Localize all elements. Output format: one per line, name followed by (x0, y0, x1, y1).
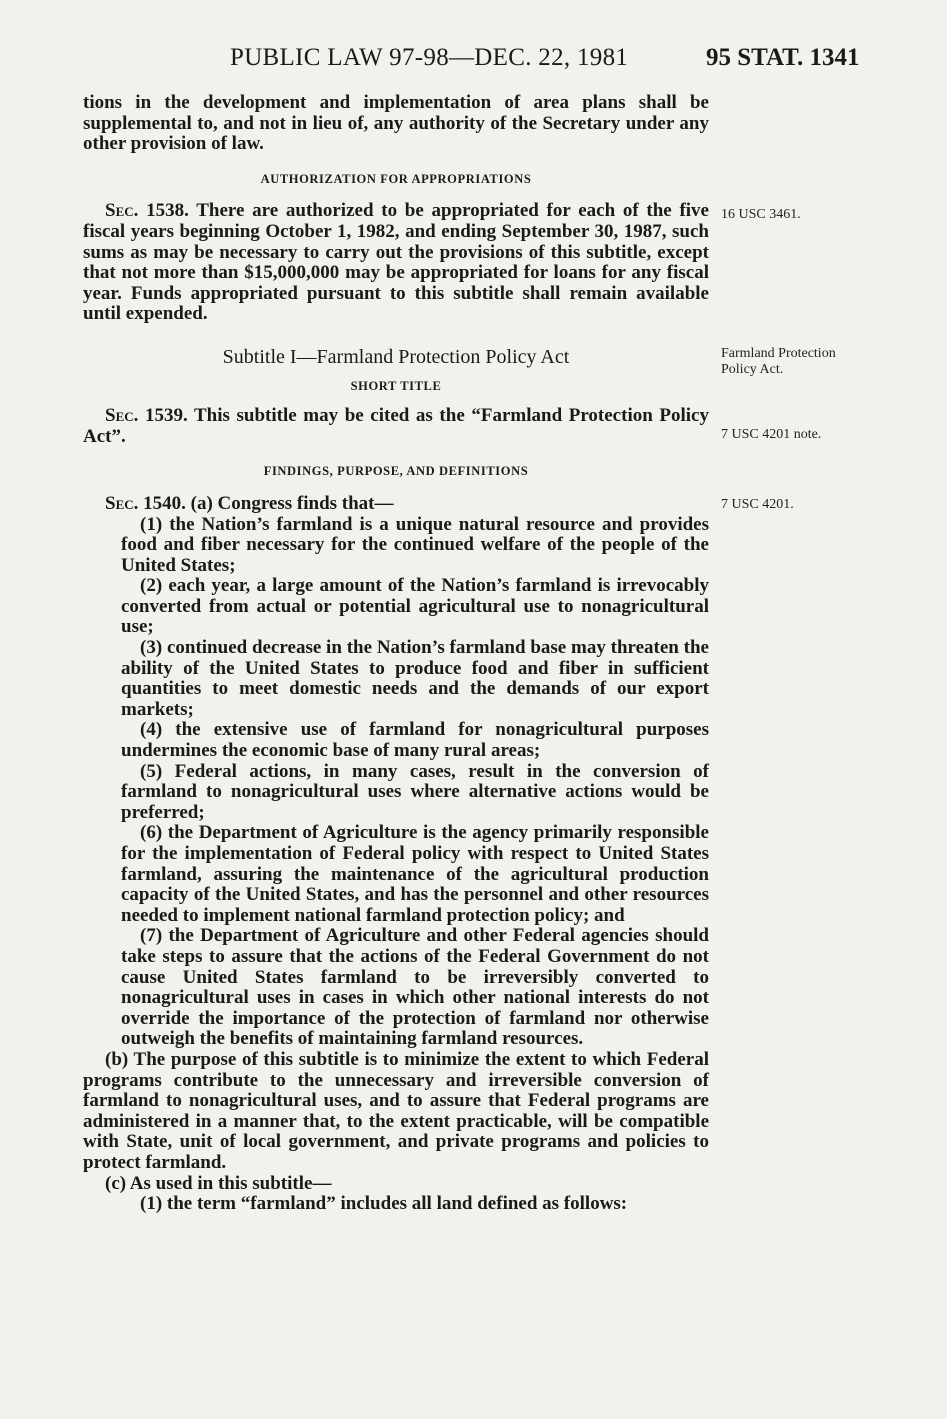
running-header-title: PUBLIC LAW 97-98—DEC. 22, 1981 (230, 44, 629, 71)
section-label: Sec. (105, 405, 139, 427)
margin-note-16-usc-3461: 16 USC 3461. (721, 207, 801, 222)
heading-findings: FINDINGS, PURPOSE, AND DEFINITIONS (263, 464, 529, 479)
margin-note-7-usc-4201-note: 7 USC 4201 note. (721, 427, 822, 442)
subtitle-heading: Subtitle I—Farmland Protection Policy Act (222, 345, 570, 368)
sec-1540-paragraph (83, 494, 709, 515)
sec-1540-text: 1540. (a) Congress finds that— (138, 492, 394, 514)
finding-2: (2) each year, a large amount of the Nation’s farmland is irrevocably converted from actual or potential agricultural use to nonagricultural use; (121, 575, 709, 638)
finding-5: (5) Federal actions, in many cases, result in the conversion of farmland to nonagricultural uses where alternative actions would be preferred; (121, 760, 709, 823)
section-label: Sec. (105, 492, 139, 514)
heading-short-title: SHORT TITLE (350, 378, 442, 393)
definition-1: (1) the term “farmland” includes all land defined as follows: (140, 1193, 628, 1215)
purpose-b-paragraph: (b) The purpose of this subtitle is to minimize the extent to which Federal programs contribute to the unnecessary and irreversible conversion of farmland to nonagricultural uses, and to assure that Federal programs are administered in a manner that, to the extent practicable, will be compatible with State, unit of local government, and private programs and policies to protect farmland. (83, 1048, 709, 1173)
margin-note-farmland-act: Farmland Protection Policy Act. (721, 346, 836, 377)
heading-authorization: AUTHORIZATION FOR APPROPRIATIONS (260, 171, 532, 186)
sec-1539-paragraph (83, 406, 709, 447)
intro-paragraph: tions in the development and implementation of area plans shall be supplemental to, and not in lieu of, any authority of the Secretary under any other provision of law. (83, 92, 709, 155)
page-statute-number: 95 STAT. 1341 (706, 44, 860, 71)
finding-4: (4) the extensive use of farmland for nonagricultural purposes undermines the economic base of many rural areas; (121, 719, 709, 762)
definitions-c-paragraph: (c) As used in this subtitle— (105, 1172, 332, 1194)
body-text (83, 93, 709, 1215)
sec-1538-text: 1538. There are authorized to be appropriated for each of the five fiscal years beginning October 1, 1982, and ending September 30, 1987, such sums as may be necessary to carry out the provisions of this subtitle, except that not more than $15,000,000 may be appropriated for loans for any fiscal year. Funds appropriated pursuant to this subtitle shall remain available until expended. (83, 200, 709, 325)
margin-note-7-usc-4201: 7 USC 4201. (721, 497, 794, 512)
finding-6: (6) the Department of Agriculture is the agency primarily responsible for the implementation of Federal policy with respect to United States farmland, assuring the maintenance of the agricultural production capacity of the United States, and has the personnel and other resources needed to implement national farmland protection policy; and (121, 822, 709, 926)
section-label: Sec. (105, 200, 139, 222)
finding-7: (7) the Department of Agriculture and other Federal agencies should take steps to assure that the actions of the Federal Government do not cause United States farmland to be irreversibly converted to nonagricultural uses in cases in which other national interests do not override the importance of the protection of farmland nor otherwise outweigh the benefits of maintaining farmland resources. (121, 925, 709, 1050)
sec-1538-paragraph (83, 201, 709, 325)
finding-3: (3) continued decrease in the Nation’s farmland base may threaten the ability of the United States to produce food and fiber in sufficient quantities to meet domestic needs and the demands of our export markets; (121, 637, 709, 720)
finding-1: (1) the Nation’s farmland is a unique natural resource and provides food and fiber necessary for the continued welfare of the people of the United States; (121, 513, 709, 576)
sec-1539-text: 1539. This subtitle may be cited as the “Farmland Protection Policy Act”. (83, 405, 709, 447)
